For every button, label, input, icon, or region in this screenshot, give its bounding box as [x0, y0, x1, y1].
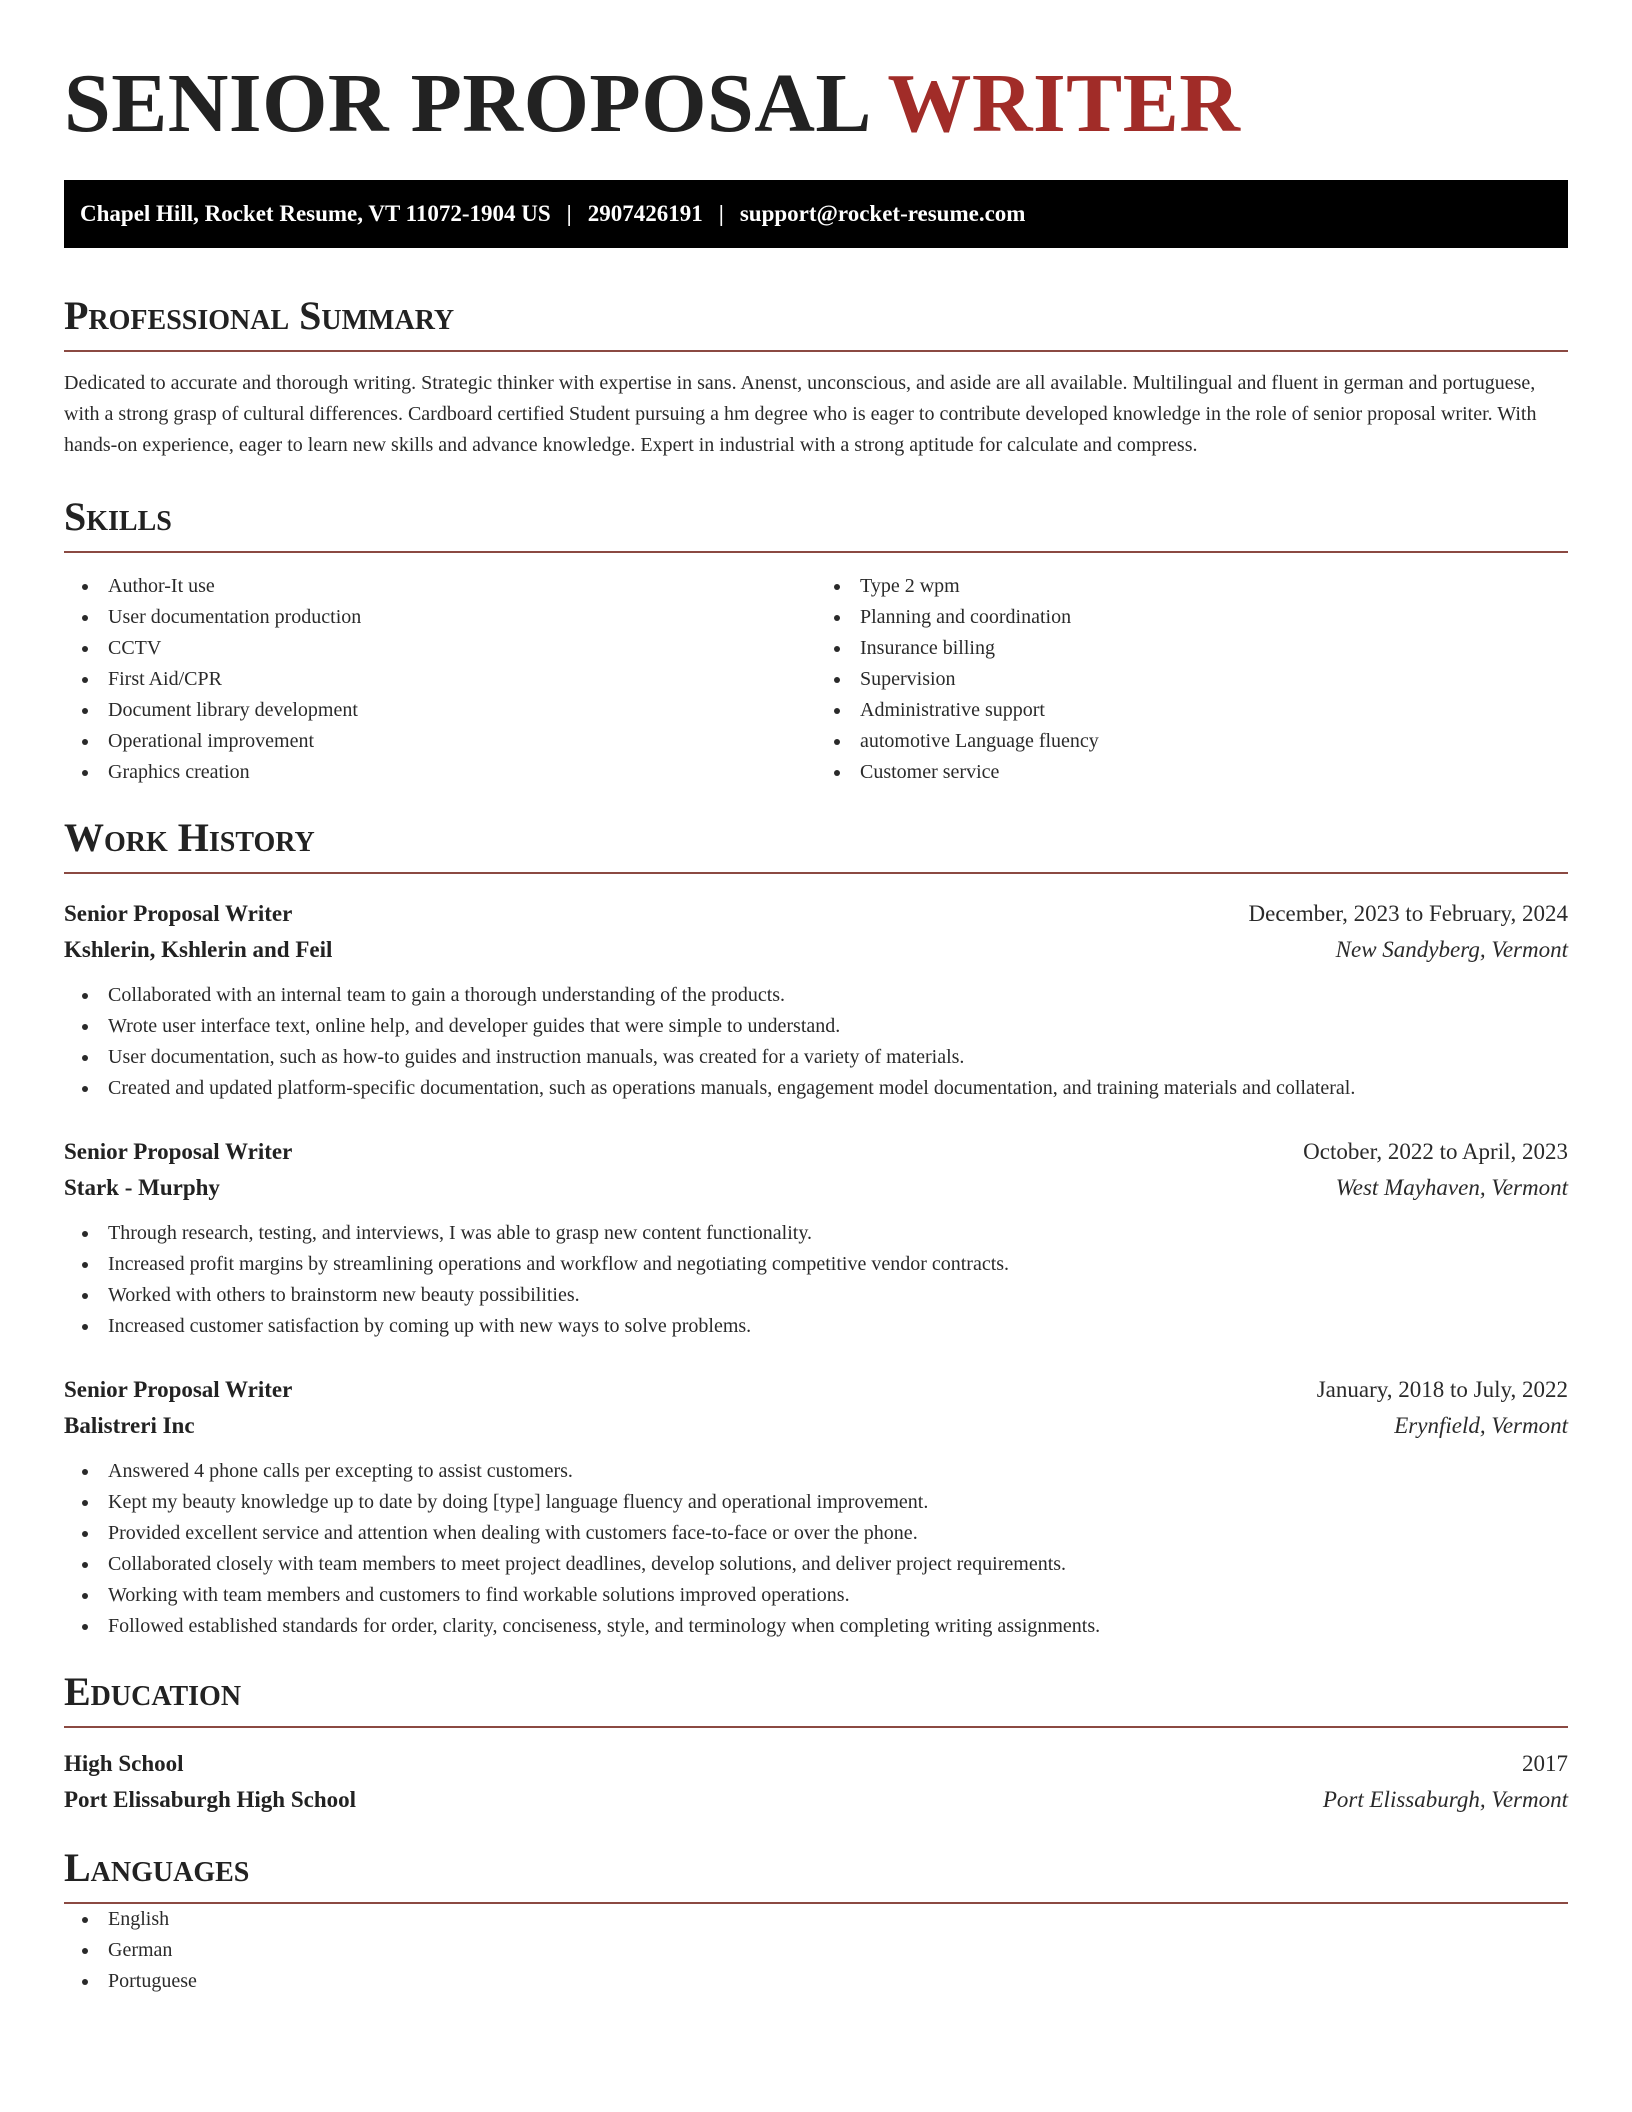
job-location: West Mayhaven, Vermont [1335, 1175, 1568, 1200]
section-heading-summary: Professional Summary [64, 296, 1568, 352]
job-bullet: Through research, testing, and interviews, I was able to grasp new content functionality. [64, 1218, 1568, 1249]
job-bullet: Kept my beauty knowledge up to date by doing [type] language fluency and operational improvement. [64, 1487, 1568, 1518]
education-location: Port Elissaburgh, Vermont [1322, 1787, 1568, 1812]
job-bullet: Increased customer satisfaction by coming up with new ways to solve problems. [64, 1311, 1568, 1342]
job-company: Balistreri Inc [64, 1413, 195, 1438]
skills-section [64, 494, 1568, 788]
job-company-row [64, 932, 1568, 968]
contact-phone: 2907426191 [587, 201, 703, 226]
job-bullet: User documentation, such as how-to guides and instruction manuals, was created for a variety of materials. [64, 1042, 1568, 1073]
job-company: Kshlerin, Kshlerin and Feil [64, 937, 333, 962]
resume-title-main: SENIOR PROPOSAL [64, 57, 868, 150]
job-company-row [64, 1408, 1568, 1444]
job-bullets [64, 980, 1568, 1104]
skills-list-left [64, 571, 816, 788]
language-item: English [64, 1904, 1568, 1935]
skill-item: Graphics creation [64, 757, 816, 788]
skills-column-left [64, 571, 816, 788]
job-entry [64, 896, 1568, 1104]
education-section [64, 1669, 1568, 1818]
skill-item: Document library development [64, 695, 816, 726]
skill-item: Customer service [816, 757, 1568, 788]
skill-item: CCTV [64, 633, 816, 664]
section-heading-education: Education [64, 1672, 1568, 1728]
summary-text: Dedicated to accurate and thorough writing. Strategic thinker with expertise in sans. Anenst, unconscious, and aside are all available. Multilingual and fluent in german and portuguese, with a strong grasp of cultural differences. Cardboard certified Student pursuing a hm degree who is eager to contribute developed knowledge in the role of senior proposal writer. With hands-on experience, eager to learn new skills and advance knowledge. Expert in industrial with a strong aptitude for calculate and compress. [64, 372, 1537, 456]
language-item: Portuguese [64, 1966, 1568, 1997]
job-bullet: Working with team members and customers to find workable solutions improved operations. [64, 1580, 1568, 1611]
skill-item: First Aid/CPR [64, 664, 816, 695]
job-dates: October, 2022 to April, 2023 [1303, 1139, 1568, 1164]
languages-list [64, 1904, 1568, 1997]
job-entry [64, 1134, 1568, 1342]
job-title: Senior Proposal Writer [64, 901, 293, 926]
education-entry [64, 1746, 1568, 1818]
education-degree: High School [64, 1751, 184, 1776]
skills-column-right [816, 571, 1568, 788]
contact-separator: | [566, 201, 572, 226]
job-title-row [64, 1134, 1568, 1170]
job-company: Stark - Murphy [64, 1175, 220, 1200]
skill-item: Insurance billing [816, 633, 1568, 664]
skill-item: Operational improvement [64, 726, 816, 757]
job-bullet: Worked with others to brainstorm new beauty possibilities. [64, 1280, 1568, 1311]
skill-item: automotive Language fluency [816, 726, 1568, 757]
resume-title-accent: WRITER [887, 57, 1241, 150]
skills-list-right [816, 571, 1568, 788]
job-bullet: Increased profit margins by streamlining operations and workflow and negotiating competitive vendor contracts. [64, 1249, 1568, 1280]
job-bullets [64, 1456, 1568, 1642]
skill-item: Planning and coordination [816, 602, 1568, 633]
job-bullets [64, 1218, 1568, 1342]
education-year: 2017 [1522, 1751, 1568, 1776]
languages-section [64, 1845, 1568, 1997]
job-bullet: Created and updated platform-specific documentation, such as operations manuals, engagement model documentation, and training materials and collateral. [64, 1073, 1568, 1104]
resume-title [64, 57, 1568, 150]
contact-bar [64, 180, 1568, 248]
language-item: German [64, 1935, 1568, 1966]
skill-item: Type 2 wpm [816, 571, 1568, 602]
contact-email: support@rocket-resume.com [739, 201, 1026, 226]
contact-address: Chapel Hill, Rocket Resume, VT 11072-1904 US [80, 201, 551, 226]
job-bullet: Collaborated with an internal team to gain a thorough understanding of the products. [64, 980, 1568, 1011]
job-title: Senior Proposal Writer [64, 1139, 293, 1164]
job-bullet: Collaborated closely with team members to meet project deadlines, develop solutions, and deliver project requirements. [64, 1549, 1568, 1580]
job-entry [64, 1372, 1568, 1642]
section-heading-languages: Languages [64, 1848, 1568, 1904]
work-history-section [64, 815, 1568, 1642]
skill-item: Author-It use [64, 571, 816, 602]
section-heading-work-history: Work History [64, 818, 1568, 874]
job-bullet: Answered 4 phone calls per excepting to assist customers. [64, 1456, 1568, 1487]
skill-item: Supervision [816, 664, 1568, 695]
skill-item: User documentation production [64, 602, 816, 633]
job-location: New Sandyberg, Vermont [1335, 937, 1568, 962]
education-degree-row [64, 1746, 1568, 1782]
section-heading-skills: Skills [64, 497, 1568, 553]
education-school-row [64, 1782, 1568, 1818]
job-bullet: Followed established standards for order, clarity, conciseness, style, and terminology when completing writing assignments. [64, 1611, 1568, 1642]
job-company-row [64, 1170, 1568, 1206]
skills-grid [64, 571, 1568, 788]
job-dates: January, 2018 to July, 2022 [1316, 1377, 1568, 1402]
job-location: Erynfield, Vermont [1394, 1413, 1568, 1438]
job-title-row [64, 1372, 1568, 1408]
skill-item: Administrative support [816, 695, 1568, 726]
professional-summary-section [64, 293, 1568, 461]
education-school: Port Elissaburgh High School [64, 1787, 357, 1812]
contact-separator: | [718, 201, 724, 226]
job-title-row [64, 896, 1568, 932]
job-bullet: Wrote user interface text, online help, and developer guides that were simple to understand. [64, 1011, 1568, 1042]
job-dates: December, 2023 to February, 2024 [1248, 901, 1568, 926]
job-bullet: Provided excellent service and attention when dealing with customers face-to-face or over the phone. [64, 1518, 1568, 1549]
job-title: Senior Proposal Writer [64, 1377, 293, 1402]
